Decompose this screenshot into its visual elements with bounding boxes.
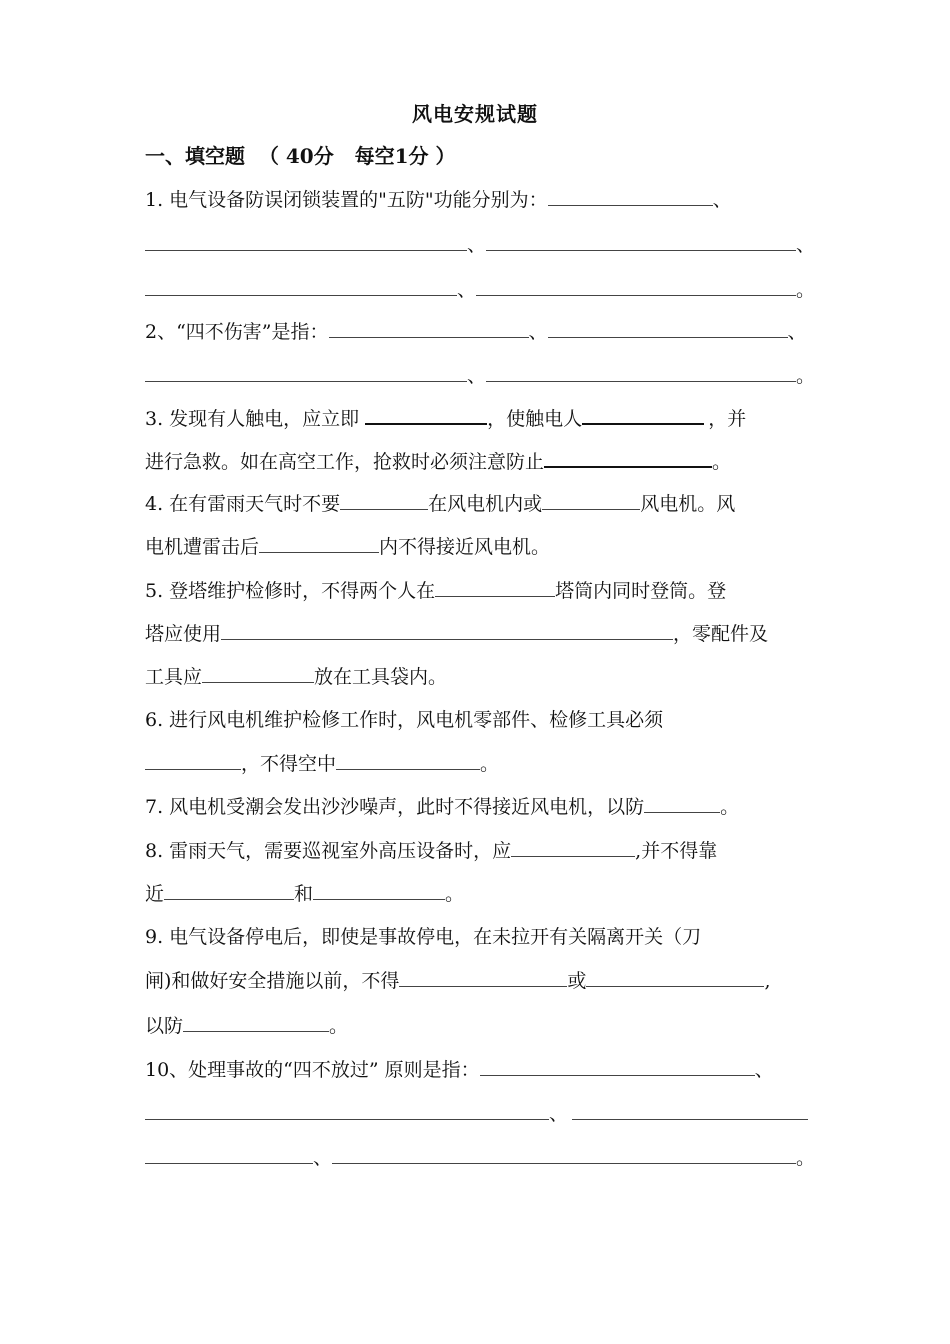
question-3-line-1: 3. 发现有人触电，应立即 ，使触电人 ，并 [145, 402, 746, 432]
question-6-line-2: ，不得空中 。 [145, 748, 499, 778]
blank[interactable] [259, 531, 379, 553]
q2-text: 2、“四不伤害”是指： [145, 321, 329, 343]
blank[interactable] [202, 661, 314, 683]
blank[interactable] [542, 488, 640, 510]
section-heading: 一、填空题 （ 40分 每空1分 ） [145, 144, 456, 168]
blank[interactable] [435, 575, 555, 597]
question-9-line-1: 9. 电气设备停电后，即使是事故停电，在未拉开有关隔离开关（刀 [145, 926, 702, 948]
blank[interactable] [476, 274, 796, 296]
q1-text: 1. 电气设备防误闭锁装置的"五防"功能分别为： [145, 189, 548, 211]
blank[interactable] [145, 748, 241, 770]
blank[interactable] [486, 360, 796, 382]
blank[interactable] [399, 965, 567, 987]
blank[interactable] [572, 1098, 808, 1120]
blank[interactable] [586, 965, 764, 987]
blank[interactable] [336, 748, 480, 770]
blank[interactable] [145, 274, 457, 296]
blank[interactable] [145, 229, 467, 251]
question-2-line-1: 2、“四不伤害”是指： 、 、 [145, 316, 807, 346]
question-1-line-1: 1. 电气设备防误闭锁装置的"五防"功能分别为： 、 [145, 184, 732, 214]
question-10-line-3: 、 。 [145, 1142, 815, 1172]
blank[interactable] [548, 316, 788, 338]
page-title: 风电安规试题 [412, 102, 538, 126]
question-8-line-1: 8. 雷雨天气，需要巡视室外高压设备时，应 ,并不得靠 [145, 835, 717, 865]
blank[interactable] [548, 184, 713, 206]
question-8-line-2: 近 和 。 [145, 878, 464, 908]
blank[interactable] [486, 229, 796, 251]
question-10-line-2: 、 [145, 1098, 808, 1128]
blank[interactable] [183, 1010, 329, 1032]
question-1-line-3: 、 。 [145, 274, 815, 304]
blank[interactable] [313, 878, 445, 900]
blank[interactable] [145, 1098, 549, 1120]
blank[interactable] [329, 316, 529, 338]
blank[interactable] [644, 791, 720, 813]
question-1-line-2: 、 、 [145, 229, 815, 259]
blank[interactable] [340, 488, 428, 510]
question-7-line-1: 7. 风电机受潮会发出沙沙噪声，此时不得接近风电机，以防 。 [145, 791, 739, 821]
blank[interactable] [544, 445, 712, 468]
blank[interactable] [164, 878, 294, 900]
blank[interactable] [145, 360, 467, 382]
blank[interactable] [511, 835, 635, 857]
blank[interactable] [221, 618, 673, 640]
question-9-line-2: 闸)和做好安全措施以前，不得 或 , [145, 965, 770, 995]
question-3-line-2: 进行急救。如在高空工作，抢救时必须注意防止 。 [145, 445, 731, 475]
question-9-line-3: 以防 。 [145, 1010, 348, 1040]
question-4-line-1: 4. 在有雷雨天气时不要 在风电机内或 风电机。风 [145, 488, 735, 518]
question-5-line-1: 5. 登塔维护检修时，不得两个人在 塔筒内同时登筒。登 [145, 575, 726, 605]
blank[interactable] [582, 402, 704, 425]
question-10-line-1: 10、处理事故的“四不放过” 原则是指： 、 [145, 1054, 774, 1084]
question-2-line-2: 、 。 [145, 360, 815, 390]
question-6-line-1: 6. 进行风电机维护检修工作时，风电机零部件、检修工具必须 [145, 709, 664, 731]
question-5-line-2: 塔应使用 ，零配件及 [145, 618, 768, 648]
question-5-line-3: 工具应 放在工具袋内。 [145, 661, 447, 691]
question-4-line-2: 电机遭雷击后 内不得接近风电机。 [145, 531, 550, 561]
blank[interactable] [332, 1142, 796, 1164]
blank[interactable] [365, 402, 487, 425]
blank[interactable] [145, 1142, 313, 1164]
blank[interactable] [480, 1054, 755, 1076]
